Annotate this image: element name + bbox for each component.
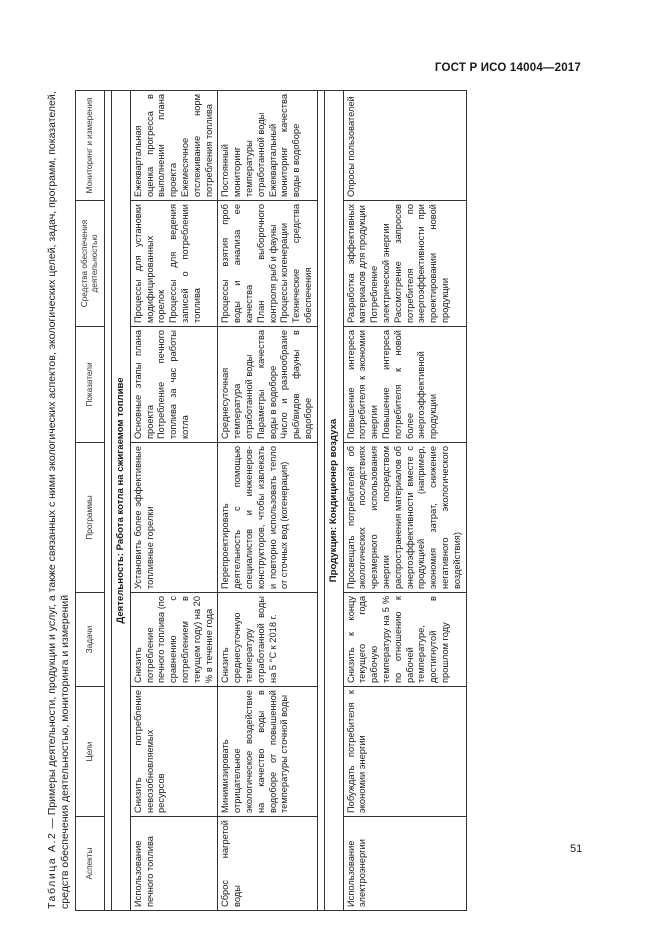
- column-header-goals: Цели: [76, 687, 105, 817]
- cell-program: [343, 443, 466, 593]
- monitoring-item: Постоянный мониторинг температуры отработанной воды: [220, 112, 266, 197]
- means-item: Процессы для установки модифицированных горелок: [132, 204, 167, 323]
- table-row: [218, 91, 317, 911]
- table-row: [343, 91, 466, 911]
- means-item: Технические средства обеспечения: [291, 204, 313, 323]
- spacer-row: [105, 91, 112, 911]
- section-title-row: [324, 91, 343, 911]
- program-item: Просвещать потребителей об экологических последствиях чрезмерного использования энергии посредством распространения материалов об энергоэффективности вместе с продукцией (например, экономия затрат, снижение негативного экологического воздействия): [345, 446, 462, 589]
- column-header-means: Средства обеспечения деятельностью: [76, 201, 105, 327]
- cell-indicators: [218, 327, 317, 443]
- monitoring-item: Ежемесячное отслеживание норм потребления топлива: [179, 94, 214, 197]
- means-item: Процессы когенерации: [279, 222, 290, 323]
- cell-indicators: [343, 327, 466, 443]
- spacer-row: [317, 91, 324, 911]
- cell-program: [130, 443, 218, 593]
- page-number: 51: [570, 843, 583, 855]
- examples-table: [75, 90, 467, 911]
- means-item: Процессы взятия проб воды и анализа ее качества: [220, 204, 254, 323]
- cell-means: [218, 201, 317, 327]
- cell-program: [218, 443, 317, 593]
- cell-means: [130, 201, 218, 327]
- table-header-row: [76, 91, 105, 911]
- cell-aspect: Сброс нагретой воды: [218, 817, 317, 911]
- column-header-indicators: Показатели: [76, 327, 105, 443]
- cell-aspect: Использование электроэнергии: [343, 817, 466, 911]
- monitoring-item: Ежеквартальный мониторинг качества воды в водоборе: [267, 94, 302, 197]
- cell-goal: Снизить потребление невозобновляемых ресурсов: [130, 687, 218, 817]
- cell-task: Снизить к концу текущего года рабочую температуру на 5 % по отношению к рабочей температуре, достигнутой в прошлом году: [343, 593, 466, 687]
- cell-monitoring: [343, 91, 466, 201]
- monitoring-item: Ежеквартальная оценка прогресса в выполнении плана проекта: [132, 94, 179, 197]
- table-caption: [46, 91, 72, 909]
- rotated-table-block: [46, 91, 583, 911]
- means-item: Процессы для ведения записей о потреблении топлива: [168, 204, 202, 323]
- cell-goal: Минимизировать отрицательное экологическое воздействие на качество воды в водоборе от повышенной температуры сточной воды: [218, 687, 317, 817]
- cell-monitoring: [130, 91, 218, 201]
- indicator-item: Параметры качества воды в водоборе: [255, 330, 278, 439]
- cell-goal: Побуждать потребителя к экономии энергии: [343, 687, 466, 817]
- column-header-tasks: Задачи: [76, 593, 105, 687]
- indicator-item: Число и разнообразие рыб/видов фауны в водоборе: [279, 330, 313, 439]
- column-header-programs: Программы: [76, 443, 105, 593]
- cell-monitoring: [218, 91, 317, 201]
- indicator-item: Среднесуточная температура отработанной воды: [220, 354, 254, 439]
- cell-means: [343, 201, 466, 327]
- document-header: ГОСТ Р ИСО 14004—2017: [434, 62, 581, 74]
- table-caption-text: — Примеры деятельности, продукции и услуг, а также связанных с ними экологических аспектов, экологических целей, задач, программ, показателей, средств обеспечения деятельностью, мониторинга и измерений: [46, 91, 71, 909]
- cell-indicators: [130, 327, 218, 443]
- indicator-item: Потребление печного топлива за час работы котла: [156, 330, 190, 439]
- indicator-item: Повышение интереса потребителя к новой более энергоэффективной продукции: [380, 330, 439, 439]
- section-title: Деятельность: Работа котла на сжигаемом топливе: [112, 91, 131, 911]
- means-item: План выборочного контроля рыб и фауны: [255, 204, 278, 323]
- cell-aspect: Использование печного топлива: [130, 817, 218, 911]
- cell-task: Снизить среднесуточную температуру отработанной воды на 5 °С к 2018 г.: [218, 593, 317, 687]
- section-title-row: [112, 91, 131, 911]
- means-item: Разработка эффективных материалов для продукции: [345, 204, 368, 323]
- program-item: Перепроектировать деятельность с помощью специалистов и инженеров-конструкторов, чтобы извлекать и повторно использовать тепло от сточных вод (когенерация): [220, 446, 290, 589]
- monitoring-item: Опросы пользователей: [345, 96, 356, 197]
- section-title: Продукция: Кондиционер воздуха: [324, 91, 343, 911]
- means-item: Потребление электрической энергии: [369, 223, 391, 323]
- indicator-item: Повышение интереса потребителя к экономии энергии: [345, 330, 380, 439]
- cell-task: Снизить потребление печного топлива (по сравнению с потреблением в текущем году) на 20 % в течение года: [130, 593, 218, 687]
- indicator-item: Основные этапы плана проекта: [132, 330, 155, 439]
- table-caption-prefix: Таблица А.2: [46, 831, 58, 909]
- means-item: Рассмотрение запросов потребителя по энергоэффективности при проектировании новой продукции: [392, 204, 450, 323]
- column-header-monitoring: Мониторинг и измерения: [76, 91, 105, 201]
- column-header-aspects: Аспекты: [76, 817, 105, 911]
- table-row: [130, 91, 218, 911]
- program-item: Установить более эффективные топливные горелки: [132, 446, 155, 589]
